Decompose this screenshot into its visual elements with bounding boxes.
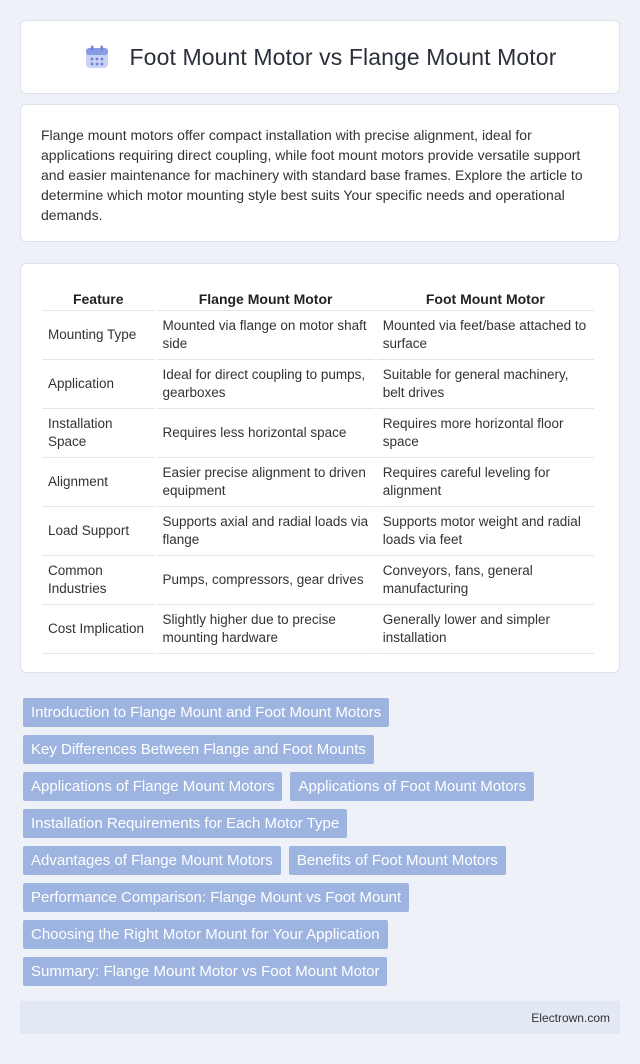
page-title: Foot Mount Motor vs Flange Mount Motor (129, 43, 557, 70)
topic-link[interactable]: Performance Comparison: Flange Mount vs Foot Mount (23, 883, 409, 912)
table-cell-flange: Easier precise alignment to driven equipment (157, 458, 375, 507)
table-row (42, 311, 594, 360)
table-cell-flange: Supports axial and radial loads via flange (157, 507, 375, 556)
topic-link[interactable]: Installation Requirements for Each Motor Type (23, 809, 347, 838)
topic-link-row (23, 809, 603, 838)
table-row (42, 409, 594, 458)
intro-card (20, 104, 620, 242)
comparison-table (40, 284, 596, 654)
table-cell-feature: Installation Space (42, 409, 155, 458)
topic-link[interactable]: Key Differences Between Flange and Foot Mounts (23, 735, 374, 764)
table-cell-feature: Alignment (42, 458, 155, 507)
intro-text: Flange mount motors offer compact installation with precise alignment, ideal for applications requiring direct coupling, while foot mount motors provide versatile support and easier maintenance for machinery with standard base frames. Explore the article to determine which motor mounting style best suits Your specific needs and operational demands. (41, 127, 583, 223)
table-row (42, 556, 594, 605)
table-cell-flange: Requires less horizontal space (157, 409, 375, 458)
comparison-table-card (20, 263, 620, 673)
table-cell-feature: Mounting Type (42, 311, 155, 360)
table-cell-feature: Cost Implication (42, 605, 155, 654)
topic-link[interactable]: Benefits of Foot Mount Motors (289, 846, 506, 875)
topic-link-row (23, 957, 603, 986)
table-cell-feature: Application (42, 360, 155, 409)
topic-link-row (23, 920, 603, 949)
table-row (42, 458, 594, 507)
calendar-icon (84, 44, 110, 70)
topic-links (23, 698, 603, 994)
table-cell-flange: Ideal for direct coupling to pumps, gearboxes (157, 360, 375, 409)
table-cell-foot: Supports motor weight and radial loads via feet (377, 507, 594, 556)
topic-link[interactable]: Introduction to Flange Mount and Foot Mount Motors (23, 698, 389, 727)
topic-link[interactable]: Advantages of Flange Mount Motors (23, 846, 281, 875)
table-cell-foot: Generally lower and simpler installation (377, 605, 594, 654)
table-header-row (42, 284, 594, 311)
topic-link-row (23, 735, 603, 764)
topic-link[interactable]: Applications of Foot Mount Motors (290, 772, 534, 801)
table-cell-foot: Conveyors, fans, general manufacturing (377, 556, 594, 605)
table-cell-flange: Slightly higher due to precise mounting hardware (157, 605, 375, 654)
topic-link[interactable]: Applications of Flange Mount Motors (23, 772, 282, 801)
table-cell-foot: Mounted via feet/base attached to surface (377, 311, 594, 360)
footer-site-link[interactable]: Electrown.com (531, 1010, 610, 1025)
table-row (42, 605, 594, 654)
topic-link-row (23, 846, 603, 875)
topic-link[interactable]: Summary: Flange Mount Motor vs Foot Mount Motor (23, 957, 387, 986)
table-cell-foot: Requires careful leveling for alignment (377, 458, 594, 507)
header-card (20, 20, 620, 94)
table-cell-feature: Common Industries (42, 556, 155, 605)
table-cell-feature: Load Support (42, 507, 155, 556)
table-cell-flange: Pumps, compressors, gear drives (157, 556, 375, 605)
table-cell-foot: Suitable for general machinery, belt drives (377, 360, 594, 409)
column-header-foot: Foot Mount Motor (377, 284, 594, 311)
table-cell-foot: Requires more horizontal floor space (377, 409, 594, 458)
topic-link[interactable]: Choosing the Right Motor Mount for Your Application (23, 920, 388, 949)
topic-link-row (23, 698, 603, 727)
header (84, 44, 557, 71)
topic-link-row (23, 772, 603, 801)
topic-link-row (23, 883, 603, 912)
table-row (42, 360, 594, 409)
table-row (42, 507, 594, 556)
footer (20, 1001, 620, 1034)
column-header-feature: Feature (42, 284, 155, 311)
table-cell-flange: Mounted via flange on motor shaft side (157, 311, 375, 360)
column-header-flange: Flange Mount Motor (157, 284, 375, 311)
